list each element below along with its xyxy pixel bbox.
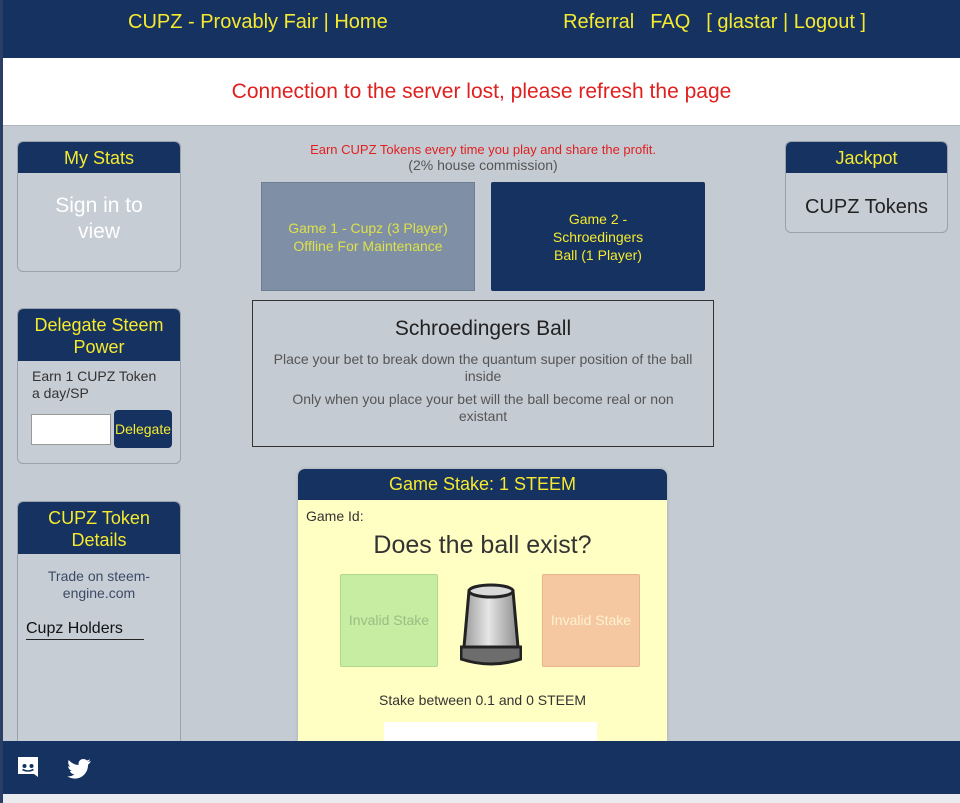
delegate-panel [17,308,181,464]
delegate-title: Delegate Steem Power [18,309,180,361]
connection-alert [3,58,960,126]
steem-engine-link[interactable]: Trade on steem-engine.com [47,568,151,601]
account-logout-link[interactable]: [ glastar | Logout ] [706,11,866,33]
token-details-panel [17,501,181,751]
game-stake-card [298,469,667,741]
game-info-line1: Place your bet to break down the quantum super position of the ball inside [273,351,693,384]
game-info-title: Schroedingers Ball [394,317,572,340]
bottom-strip [0,794,960,803]
faq-link[interactable]: FAQ [650,11,691,33]
cupz-holders-link[interactable]: Cupz Holders [26,620,144,640]
game-stake-title: Game Stake: 1 STEEM [298,469,667,500]
twitter-icon[interactable] [67,755,93,781]
delegate-amount-input[interactable] [31,414,111,445]
stake-exists-button[interactable]: Invalid Stake [340,574,438,667]
sign-in-prompt[interactable]: Sign in to view [55,194,143,243]
game2-button[interactable]: Game 2 - Schroedingers Ball (1 Player) [491,182,705,291]
footer-bar [0,741,960,794]
game-info-line2: Only when you place your bet will the ball become real or non existant [292,391,674,424]
jackpot-value: CUPZ Tokens [804,196,928,218]
my-stats-panel [17,141,181,272]
cup-icon [460,581,522,676]
stake-not-exists-button[interactable]: Invalid Stake [542,574,640,667]
token-details-title: CUPZ Token Details [18,502,180,554]
discord-icon[interactable] [15,755,41,781]
stake-amount-input[interactable] [384,722,597,741]
game-info-box [252,300,714,447]
delegate-row [31,410,172,448]
house-commission-text: (2% house commission) [408,157,558,173]
delegate-button[interactable]: Delegate [114,410,172,448]
stake-range-text: Stake between 0.1 and 0 STEEM [378,692,586,708]
jackpot-title: Jackpot [786,142,947,173]
top-nav [563,11,866,34]
jackpot-panel [785,141,948,233]
game1-button[interactable]: Game 1 - Cupz (3 Player) Offline For Maintenance [261,182,475,291]
window-edge [0,0,3,803]
referral-link[interactable]: Referral [563,11,635,33]
brand-home-link[interactable]: CUPZ - Provably Fair | Home [128,11,388,33]
game-question: Does the ball exist? [373,531,592,559]
game-id-label: Game Id: [306,508,364,524]
alert-message: Connection to the server lost, please refresh the page [231,80,732,103]
my-stats-title: My Stats [18,142,180,173]
earn-tokens-text: Earn CUPZ Tokens every time you play and share the profit. [310,142,656,157]
top-navbar [0,0,960,58]
delegate-earn-text: Earn 1 CUPZ Token a day/SP [32,368,157,401]
